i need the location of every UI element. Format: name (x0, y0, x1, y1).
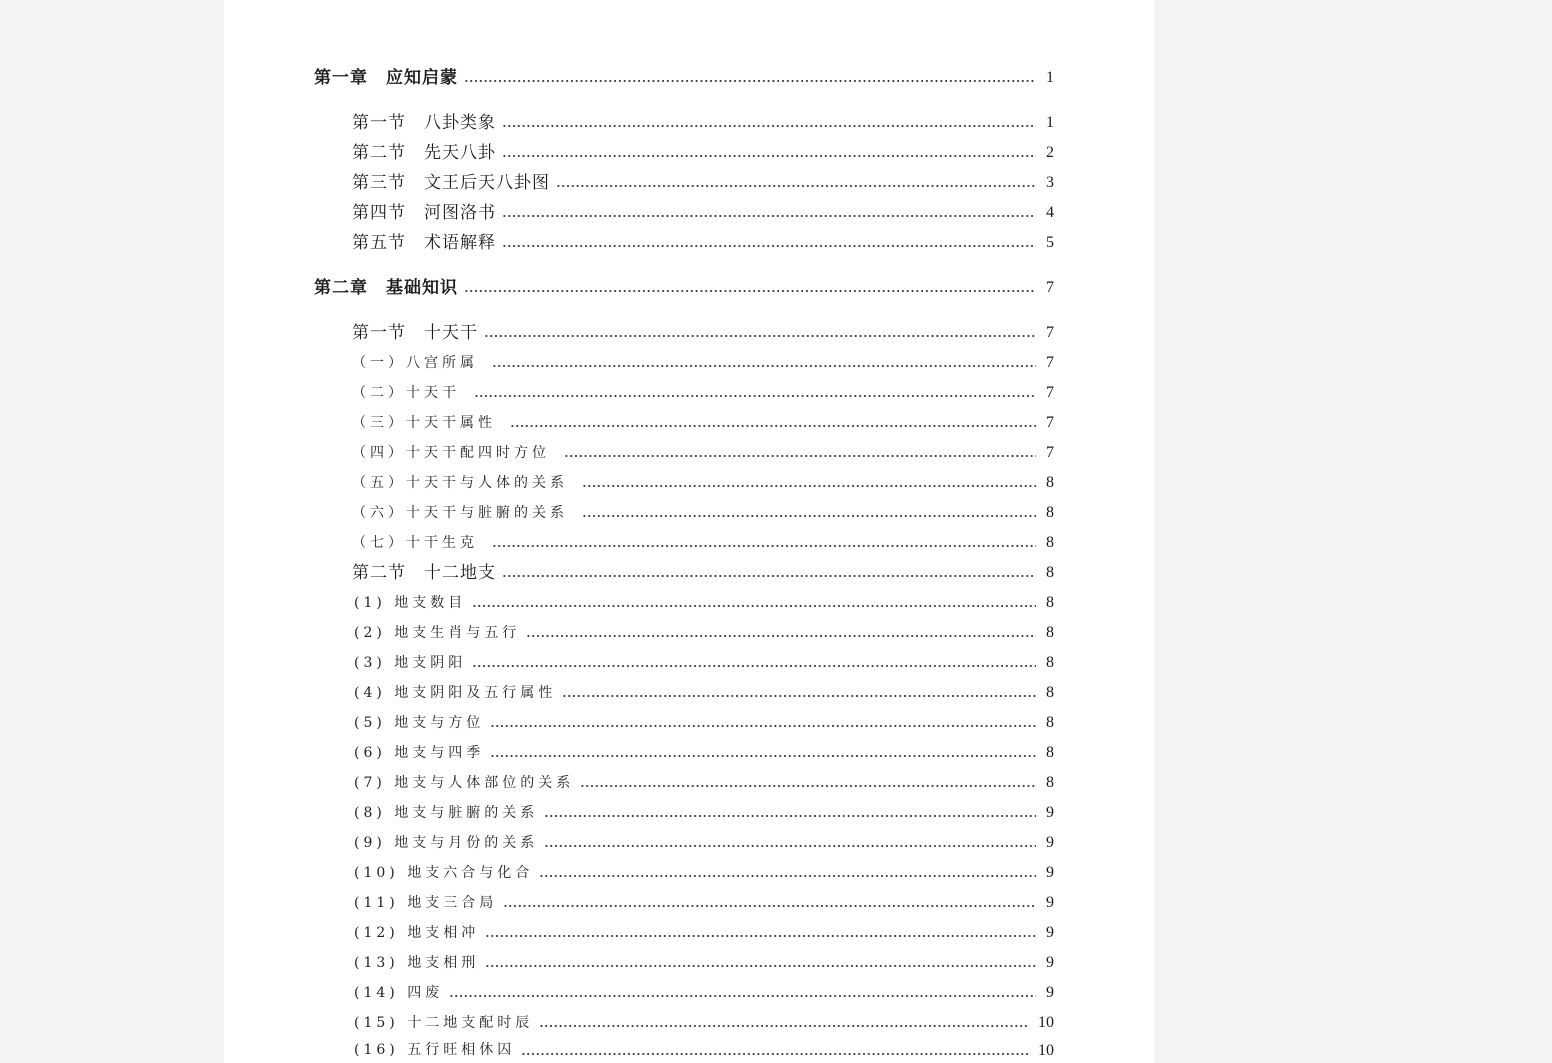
toc-page-number: 8 (1046, 774, 1054, 791)
toc-page-number: 9 (1046, 894, 1054, 911)
dot-leader (544, 844, 1036, 848)
toc-item-row (314, 618, 1054, 648)
toc-entry-title: 第二节 十二地支 (352, 563, 496, 583)
toc-item-row (314, 648, 1054, 678)
toc-entry-title: （三）十天干属性 (352, 415, 496, 431)
toc-section-row (314, 138, 1054, 168)
dot-leader (556, 184, 1036, 188)
toc-entry-title: 第一节 八卦类象 (352, 113, 496, 133)
dot-leader (474, 394, 1036, 398)
toc-entry-title: （七）十干生克 (352, 535, 478, 551)
toc-entry-title: （四）十天干配四时方位 (352, 445, 550, 461)
toc-item-row (314, 378, 1054, 408)
toc-page-number: 4 (1046, 204, 1054, 221)
toc-entry-title: （二）十天干 (352, 385, 460, 401)
toc-entry-title: 第三节 文王后天八卦图 (352, 173, 550, 193)
toc-page-number: 1 (1046, 114, 1054, 131)
toc-page-number: 8 (1046, 474, 1054, 491)
toc-page-number: 7 (1046, 279, 1054, 296)
toc-item-row (314, 408, 1054, 438)
toc-page-number: 9 (1046, 864, 1054, 881)
toc-page-number: 8 (1046, 744, 1054, 761)
toc-page-number: 8 (1046, 654, 1054, 671)
toc-section-row (314, 108, 1054, 138)
toc-page-number: 7 (1046, 324, 1054, 341)
toc-item-row (314, 528, 1054, 558)
toc-entry-title: (12) 地支相冲 (354, 925, 480, 941)
toc-item-row (314, 858, 1054, 888)
dot-leader (484, 334, 1036, 338)
toc-item-row (314, 1008, 1054, 1038)
toc-entry-title: （一）八宫所属 (352, 355, 478, 371)
dot-leader (580, 784, 1036, 788)
dot-leader (502, 214, 1036, 218)
toc-entry-title: (4) 地支阴阳及五行属性 (354, 685, 557, 701)
dot-leader (502, 574, 1036, 578)
toc-item-row (314, 588, 1054, 618)
toc-page-number: 7 (1046, 444, 1054, 461)
toc-item-row (314, 678, 1054, 708)
toc-item-row (314, 768, 1054, 798)
toc-entry-title: (5) 地支与方位 (354, 715, 485, 731)
dot-leader (544, 814, 1036, 818)
toc-item-row (314, 888, 1054, 918)
toc-page-number: 8 (1046, 534, 1054, 551)
toc-item-row (314, 978, 1054, 1008)
dot-leader (449, 994, 1036, 998)
dot-leader (582, 514, 1036, 518)
dot-leader (539, 1024, 1028, 1028)
toc-page-number: 9 (1046, 924, 1054, 941)
dot-leader (502, 154, 1036, 158)
toc-entry-title: (11) 地支三合局 (354, 895, 498, 911)
toc-page-number: 9 (1046, 984, 1054, 1001)
toc-page-number: 2 (1046, 144, 1054, 161)
toc-chapter-row (314, 63, 1054, 93)
dot-leader (472, 604, 1036, 608)
toc-section-row (314, 228, 1054, 258)
toc-item-row (314, 708, 1054, 738)
dot-leader (490, 724, 1036, 728)
toc-entry-title: (3) 地支阴阳 (354, 655, 467, 671)
toc-item-row (314, 348, 1054, 378)
toc-entry-title: (2) 地支生肖与五行 (354, 625, 521, 641)
dot-leader (464, 289, 1036, 293)
dot-leader (503, 904, 1036, 908)
dot-leader (464, 79, 1036, 83)
toc-page-number: 9 (1046, 804, 1054, 821)
toc-section-row (314, 168, 1054, 198)
toc-entry-title: (13) 地支相刑 (354, 955, 480, 971)
toc-entry-title: (10) 地支六合与化合 (354, 865, 534, 881)
toc-item-row (314, 468, 1054, 498)
toc-page-number: 9 (1046, 954, 1054, 971)
toc-entry-title: 第五节 术语解释 (352, 233, 496, 253)
toc-item-row (314, 948, 1054, 978)
toc-entry-title: (14) 四废 (354, 985, 444, 1001)
toc-entry-title: (1) 地支数目 (354, 595, 467, 611)
dot-leader (485, 934, 1036, 938)
toc-section-row (314, 558, 1054, 588)
toc-section-row (314, 318, 1054, 348)
toc-item-row (314, 738, 1054, 768)
toc-page-number: 10 (1038, 1042, 1054, 1059)
dot-leader (521, 1052, 1028, 1056)
toc-chapter-row (314, 273, 1054, 303)
toc-item-row (314, 798, 1054, 828)
toc-entry-title: 第四节 河图洛书 (352, 203, 496, 223)
table-of-contents (314, 63, 1054, 1063)
toc-entry-title: (7) 地支与人体部位的关系 (354, 775, 575, 791)
toc-page-number: 9 (1046, 834, 1054, 851)
toc-item-row (314, 828, 1054, 858)
toc-page-number: 5 (1046, 234, 1054, 251)
toc-entry-title: (15) 十二地支配时辰 (354, 1015, 534, 1031)
toc-page-number: 8 (1046, 714, 1054, 731)
toc-item-row (314, 498, 1054, 528)
toc-page-number: 8 (1046, 564, 1054, 581)
toc-page-number: 8 (1046, 594, 1054, 611)
dot-leader (492, 364, 1036, 368)
dot-leader (485, 964, 1036, 968)
toc-page-number: 3 (1046, 174, 1054, 191)
toc-chapter-title: 第一章 应知启蒙 (314, 68, 458, 88)
toc-page-number: 8 (1046, 684, 1054, 701)
toc-page-number: 7 (1046, 384, 1054, 401)
toc-entry-title: 第一节 十天干 (352, 323, 478, 343)
toc-section-row (314, 198, 1054, 228)
toc-page-number: 10 (1038, 1014, 1054, 1031)
dot-leader (582, 484, 1036, 488)
dot-leader (502, 244, 1036, 248)
toc-page-number: 7 (1046, 414, 1054, 431)
dot-leader (492, 544, 1036, 548)
toc-item-row (314, 1038, 1054, 1063)
toc-chapter-title: 第二章 基础知识 (314, 278, 458, 298)
dot-leader (562, 694, 1036, 698)
toc-page-number: 7 (1046, 354, 1054, 371)
toc-entry-title: (16) 五行旺相休囚 (354, 1042, 516, 1058)
dot-leader (472, 664, 1036, 668)
toc-entry-title: 第二节 先天八卦 (352, 143, 496, 163)
dot-leader (539, 874, 1036, 878)
toc-item-row (314, 438, 1054, 468)
document-page (224, 0, 1154, 1063)
toc-entry-title: (9) 地支与月份的关系 (354, 835, 539, 851)
dot-leader (526, 634, 1036, 638)
toc-page-number: 8 (1046, 504, 1054, 521)
toc-entry-title: （五）十天干与人体的关系 (352, 475, 568, 491)
toc-page-number: 8 (1046, 624, 1054, 641)
toc-entry-title: (8) 地支与脏腑的关系 (354, 805, 539, 821)
toc-entry-title: （六）十天干与脏腑的关系 (352, 505, 568, 521)
dot-leader (564, 454, 1036, 458)
dot-leader (490, 754, 1036, 758)
dot-leader (510, 424, 1036, 428)
toc-item-row (314, 918, 1054, 948)
dot-leader (502, 124, 1036, 128)
toc-page-number: 1 (1046, 69, 1054, 86)
toc-entry-title: (6) 地支与四季 (354, 745, 485, 761)
